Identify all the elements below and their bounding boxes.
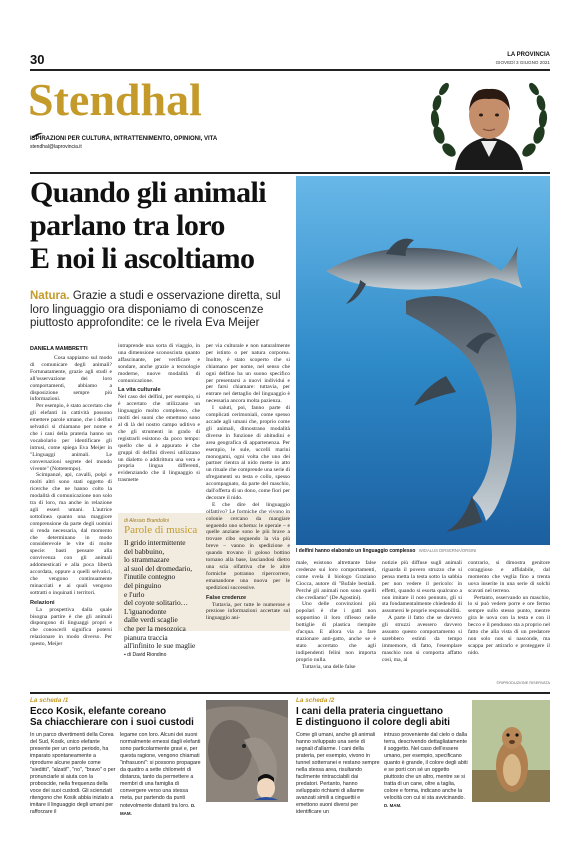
paragraph: Scimpanzé, api, cavalli, polpi e molti altri sono stati oggetto di ricerche che ne hanno colto la modalità di comunicazione non solo tra di loro, ma anche in relazione agli esseri umani. L'autrice sottolinea quanto una maggiore comprensione da parte degli uomini si renda necessaria, dal momento che determinano in modo considerevole le vite di molte specie: basti pensare alla convivenza con gli animali addomesticati e alla poca libertà accordata, oppure a quelli selvatici, che vengono continuamente minacciati e ai quali vengono sottratti o inquinati i territori. [30,472,112,596]
paragraph: Nel caso dei delfini, per esempio, si è accertato che utilizzano un linguaggio molto complesso, che molti dei suoni che emettono sono al di là del nostro campo uditivo e che gli strumenti in grado di registrarli esistono da poco tempo: quello che si è appurato è che gruppi di delfini diversi utilizzano un dialetto o addirittura una vera e propria lingua differenti, evidenziando che il linguaggio si trasmette [118,394,200,484]
paragraph: I saluti, poi, fanno parte di complicati cerimoniali, come spesso accade agli umani che, proprio come gli animali, dimostrano modalità diverse in funzione di abitudini e area geografica di appartenenza. Per esempio, le sule, uccelli marini monogami, ogni volta che uno dei partner rientra al nido mette in atto un rituale che comprende una serie di sfregamenti su testa e collo, spesso accompagnato, da parte del maschio, dall'offerta di un dono, come fiori per decorare il nido. [206,405,291,501]
section-email: stendhal@laprovincia.it [30,144,82,150]
poem-line: al suol del dromedario, [124,563,193,573]
paragraph: intraprende una sorta di viaggio, in una dimensione sconosciuta quanto affascinante, per verificare e sondare, anche grazie a tecnologie moderne, nuove modalità di comunicazione. [118,343,200,384]
poem-line: che per la mesozoica [124,623,186,633]
copyright-note: ©RIPRODUZIONE RISERVATA [496,681,550,685]
article-column-4 [296,560,376,671]
subheading: False credenze [206,594,247,601]
box1-label: La scheda /1 [30,697,69,704]
photo-credit: WIDALUS DIRSERNA/ORSINI [418,548,477,553]
poem-line: l'inutile contegno [124,572,176,582]
paragraph: Tuttavia, una delle false [302,663,356,670]
dolphin-photo [296,176,550,545]
poem-title: Parole di musica [124,524,198,536]
paragraph: E che dire del linguaggio olfattivo? Le formiche che vivono in colonie cercano da mangiare seguendo uno schema: le operaie – e quelle anziane sono le più brave a trovare cibo seguendo la via più breve – vanno in spedizione e quando trovano il goloso bottino tornano alla base, lasciandosi dietro una scia olfattiva che le altre formiche potranno ripercorrere, emanandone una nuova per le spedizioni successive. [206,501,290,591]
box1-col2-text: legame con loro. Alcuni dei suoni normalmente emessi dagli elefanti sono particolarmente gravi e, per questa ragione, vengono chiamati "infrasuoni": si possono propagare da quattro a sette chilometri di distanza, tanto da permettere a membri di una famiglia di convergere verso una stessa meta, pur partendo da punti notevolmente distanti tra loro. [120,732,201,809]
kicker: Natura. [30,290,70,302]
article-column-3 [206,343,290,622]
poem-line: del pinguino [124,580,162,590]
paper-name: LA PROVINCIA [507,52,550,58]
box1-title-line: Ecco Kosik, elefante coreano [30,706,167,717]
poem-line: del babbuino, [124,546,165,556]
deck-text: Grazie a studi e osservazione diretta, sul loro linguaggio ora disponiamo di conoscenze piuttosto approfondite: ce le rivela Eva Meijer [30,290,281,329]
article-column-2 [118,343,200,484]
page-number: 30 [30,52,45,67]
box2-title-line: I cani della prateria cinguettano [296,706,443,717]
box2-col1: Come gli umani, anche gli animali hanno sviluppato una serie di segnali d'allarme. I cani della prateria, per esempio, vivono in tunnel sotterranei e restano sempre nella stessa area, risultando facilmente rintracciabili dai predatori. Pertanto, hanno sviluppato richiami di allarme avanzati simili a cinguettii e emettono suoni diversi per identificare un [296,732,380,815]
paragraph: Uno delle convinzioni più popolari è che i gatti non sopportino il loro riflesso nelle bottiglie di plastica riempite d'acqua. E allora via a fare stazionare anti-gatto, anche se è stato accertato che agli indipendenti felini non importa proprio nulla. [296,601,376,663]
headline-line: Quando gli animali [30,176,266,209]
box2-col2 [384,732,468,810]
section-title: Stendhal [28,74,202,125]
box2-col2-text: intruso proveniente dal cielo o dalla terra, descrivendo dettagliatamente il soggetto. Nel caso dell'essere umano, per esempio, specificano quanto è grande, il colore degli abiti e se porti con sé un oggetto piuttosto che un altro, mentre se si tratta di un cane, oltre a taglia, colore e forma, indicano anche la velocità con cui si sta avvicinando. [384,732,468,801]
subheading: Relazioni [30,599,55,606]
paragraph: Per esempio, è stato accertato che gli elefanti in cattività possono emettere parole umane, che i delfini selvatici si chiamano per nome e che i cani della prateria hanno un vocabolario per identificare gli intrusi, come spiega Eva Meijer in "Linguaggi animali. Le conversazioni segrete del mondo vivente" (Nottetempo). [30,403,112,472]
prairie-dog-photo [472,700,550,802]
paragraph: notizie più diffuse sugli animali riguarda il povero struzzo che si pensa metta la testa sotto la sabbia per non vedere il pericolo: in effetti, quando si esorta qualcuno a non imitare il noto pennuto, gli si sta fondamentalmente chiedendo di assumersi le proprie responsabilità. [382,560,462,615]
box1-col1: In un parco divertimenti della Corea del Sud, Kosik, unico elefante presente per un certo periodo, ha imparato spontaneamente a riprodurre alcune parole come "sieditti", "alzati!", "no", "bravo" o per pronunciarle si aiuta con la proboscide, nella frequenza della voce dei suoi custodi. Gli scienziati ritengono che Kosik abbia iniziato a imitare il linguaggio degli umani per rafforzare il [30,732,116,815]
paragraph: Pertanto, osservando un maschio, lo si può vedere porre e ore fermo sempre sullo stesso punto, mentre gira le uova con la testa e con il becco e il pendusso sta a proprio nel fatto che alla vista di un predatore non solo non si nasconde, ma scappa per attirarlo e proteggere il nido. [468,594,550,656]
photo-caption [296,548,550,554]
stendhal-portrait [425,75,553,170]
poem-signature [124,652,284,658]
poem-line: del coyote solitario… [124,598,189,608]
paragraph: Tuttavia, per tutte le numerose e preziose informazioni accertate sul linguaggio ani- [206,601,290,622]
article-column-6 [468,560,550,657]
box2-title-line: E distinguono il colore degli abiti [296,717,451,728]
paragraph: A parte il fatto che se davvero gli struzzi avessero davvero assunto questo comportamento si sarebbero estinti da tempo immemore, di fatto, l'esemplare maschio non si comporta affatto così, ma, al [382,615,462,663]
box1-title-line: Sa chiacchierare con i suoi custodi [30,717,194,728]
article-column-5 [382,560,462,664]
headline-line: E noi li ascoltiamo [30,242,255,275]
box2-label: La scheda /2 [296,697,335,704]
paragraph: male, esistono altrettante false credenze sui loro comportamenti, come svela il biologo Graziano Ciocca, autore di "Bufale bestiali. Perché gli animali non sono quelli che crediamo" (De Agostini). [296,560,376,601]
poem-line: Il grido intermittente [124,538,186,547]
paragraph: Cosa sappiamo sul modo di comunicare degli animali? Fortunatamente, grazie agli studi e all'osservazione dei loro comportamenti, abbiamo a disposizione sempre più informazioni. [30,355,112,403]
byline: DANIELA MAMBRETTI [30,346,88,352]
headline [30,176,290,275]
article-column-1 [30,355,112,648]
poem-line: all'infinito le sue maglie [124,641,196,651]
box2-sig: D. MAM. [384,803,402,808]
paragraph: per via culturale e non naturalmente per istinto o per natura corporea. Inoltre, è stato scoperto che si chiamano per nome, nel senso che ogni delfino ha un suono specifico per presentarsi a nuovi individui e per farsi chiamare: tuttavia, per entrare nel dettaglio del linguaggio è necessaria ancora molta pazienza. [206,343,290,405]
poem-author: di Alessio Brandolini [124,518,169,524]
poem-line: e l'urlo [124,589,145,599]
paragraph: contrario, si dimostra genitore coraggioso e affidabile, dal momento che veglia fino a trenta uova inserite in una serie di solchi scavati nel terreno. [468,560,550,594]
box1-title [30,706,220,728]
signature-icon: ▪ [124,651,126,658]
poem-line: lo strammazare [124,555,170,565]
box1-sig: D. MAM. [120,803,196,816]
caption-text: I delfini hanno elaborato un linguaggio complesso [296,548,416,554]
subheading: La vita culturale [118,387,161,394]
issue-date: GIOVEDÌ 3 GIUGNO 2021 [495,60,550,65]
elephant-photo [206,700,288,802]
headline-line: parlano tra loro [30,209,225,242]
poem-line: pianura traccia [124,632,168,642]
deck [30,290,290,331]
poem-signature-text: di David Riondino [127,651,167,658]
poem-line: L'iguanodonte [124,606,167,616]
poem-line: dalle verdi scaglie [124,615,178,625]
section-tagline: ISPIRAZIONI PER CULTURA, INTRATTENIMENTO, OPINIONI, VITA [30,136,218,142]
paragraph: La prospettiva dalla quale bisogna partire è che gli animali dispongono di linguaggi propri e che conoscerli significa potersi relazionare in modo diverso. Per questo, Meijer [30,606,112,648]
box1-col2 [120,732,202,818]
